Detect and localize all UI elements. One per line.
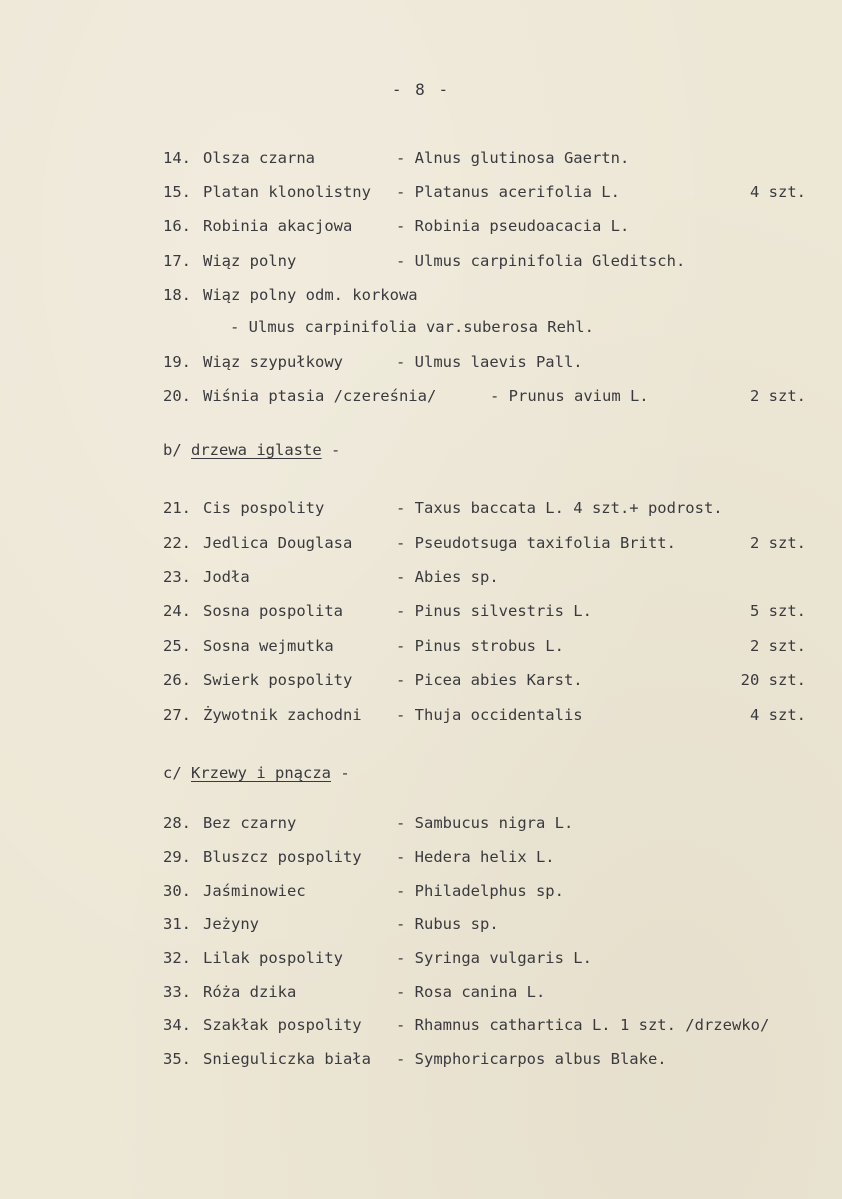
- latin-name: - Picea abies Karst.: [396, 671, 583, 689]
- polish-name: Snieguliczka biała: [203, 1050, 371, 1068]
- list-item: [0, 946, 842, 970]
- entry-number: 29.: [163, 848, 191, 866]
- list-item: [0, 634, 842, 658]
- latin-name: - Rhamnus cathartica L. 1 szt. /drzewko/: [396, 1016, 770, 1034]
- polish-name: Lilak pospolity: [203, 949, 343, 967]
- polish-name: Platan klonolistny: [203, 183, 371, 201]
- entry-number: 32.: [163, 949, 191, 967]
- latin-name: - Prunus avium L.: [490, 387, 649, 405]
- entry-number: 21.: [163, 499, 191, 517]
- latin-name: - Pseudotsuga taxifolia Britt.: [396, 534, 676, 552]
- latin-name: - Sambucus nigra L.: [396, 814, 574, 832]
- polish-name: Swierk pospolity: [203, 671, 353, 689]
- list-item: [0, 980, 842, 1004]
- list-item: [0, 912, 842, 936]
- section-title: Krzewy i pnącza: [191, 764, 331, 782]
- list-item: [0, 315, 842, 339]
- section-suffix: -: [321, 441, 341, 459]
- list-item: [0, 146, 842, 170]
- polish-name: Wiąz polny odm. korkowa: [203, 286, 418, 304]
- list-item: [0, 283, 842, 307]
- entry-number: 26.: [163, 671, 191, 689]
- polish-name: Sosna pospolita: [203, 602, 343, 620]
- section-prefix: b/: [163, 441, 191, 459]
- latin-name: - Pinus silvestris L.: [396, 602, 592, 620]
- count: 2 szt.: [750, 534, 806, 552]
- entry-number: 22.: [163, 534, 191, 552]
- list-item: [0, 180, 842, 204]
- page-number: - 8 -: [391, 80, 451, 99]
- latin-name: - Platanus acerifolia L.: [396, 183, 620, 201]
- polish-name: Olsza czarna: [203, 149, 315, 167]
- entry-number: 24.: [163, 602, 191, 620]
- polish-name: Wiąz szypułkowy: [203, 353, 343, 371]
- entry-number: 16.: [163, 217, 191, 235]
- latin-name: - Thuja occidentalis: [396, 706, 583, 724]
- count: 20 szt.: [740, 671, 806, 689]
- list-item: [0, 811, 842, 835]
- section-prefix: c/: [163, 764, 191, 782]
- entry-number: 33.: [163, 983, 191, 1001]
- latin-name: - Hedera helix L.: [396, 848, 555, 866]
- polish-name: Bluszcz pospolity: [203, 848, 362, 866]
- entry-number: 19.: [163, 353, 191, 371]
- latin-name: - Symphoricarpos albus Blake.: [396, 1050, 667, 1068]
- entry-number: 30.: [163, 882, 191, 900]
- list-item: [0, 384, 842, 408]
- latin-name: - Philadelphus sp.: [396, 882, 564, 900]
- list-item: [0, 879, 842, 903]
- count: 2 szt.: [750, 637, 806, 655]
- section-suffix: -: [330, 764, 350, 782]
- section-heading-c: [163, 761, 350, 785]
- list-item: [0, 1047, 842, 1071]
- list-item: [0, 214, 842, 238]
- entry-number: 17.: [163, 252, 191, 270]
- entry-number: 25.: [163, 637, 191, 655]
- latin-name: - Taxus baccata L. 4 szt.+ podrost.: [396, 499, 723, 517]
- entry-number: 23.: [163, 568, 191, 586]
- entry-number: 18.: [163, 286, 191, 304]
- latin-name: - Rubus sp.: [396, 915, 499, 933]
- entry-number: 35.: [163, 1050, 191, 1068]
- polish-name: Robinia akacjowa: [203, 217, 353, 235]
- latin-name: - Alnus glutinosa Gaertn.: [396, 149, 630, 167]
- section-title: drzewa iglaste: [191, 441, 322, 459]
- list-item: [0, 496, 842, 520]
- section-heading-b: [163, 438, 340, 462]
- list-item: [0, 668, 842, 692]
- entry-number: 14.: [163, 149, 191, 167]
- latin-name: - Rosa canina L.: [396, 983, 546, 1001]
- list-item: [0, 531, 842, 555]
- entry-number: 28.: [163, 814, 191, 832]
- polish-name: Róża dzika: [203, 983, 297, 1001]
- count: 4 szt.: [750, 183, 806, 201]
- latin-name: - Abies sp.: [396, 568, 499, 586]
- entry-number: 31.: [163, 915, 191, 933]
- latin-name: - Ulmus laevis Pall.: [396, 353, 583, 371]
- polish-name: Bez czarny: [203, 814, 297, 832]
- polish-name: Jeżyny: [203, 915, 259, 933]
- polish-name: Cis pospolity: [203, 499, 325, 517]
- list-item: [0, 599, 842, 623]
- polish-name: Wiąz polny: [203, 252, 297, 270]
- count: 5 szt.: [750, 602, 806, 620]
- list-item: [0, 1013, 842, 1037]
- entry-number: 34.: [163, 1016, 191, 1034]
- polish-name: Jaśminowiec: [203, 882, 306, 900]
- polish-name: Jodła: [203, 568, 250, 586]
- list-item: [0, 350, 842, 374]
- polish-name: Jedlica Douglasa: [203, 534, 353, 552]
- polish-name: Żywotnik zachodni: [203, 706, 362, 724]
- entry-number: 15.: [163, 183, 191, 201]
- count: 2 szt.: [750, 387, 806, 405]
- polish-name: Szakłak pospolity: [203, 1016, 362, 1034]
- list-item: [0, 703, 842, 727]
- entry-number: 27.: [163, 706, 191, 724]
- list-item: [0, 565, 842, 589]
- latin-name: - Robinia pseudoacacia L.: [396, 217, 630, 235]
- latin-name: - Ulmus carpinifolia Gleditsch.: [396, 252, 686, 270]
- list-item: [0, 845, 842, 869]
- latin-name: - Syringa vulgaris L.: [396, 949, 592, 967]
- latin-name: - Pinus strobus L.: [396, 637, 564, 655]
- list-item: [0, 249, 842, 273]
- count: 4 szt.: [750, 706, 806, 724]
- latin-name: - Ulmus carpinifolia var.suberosa Rehl.: [230, 318, 594, 336]
- polish-name: Sosna wejmutka: [203, 637, 334, 655]
- entry-number: 20.: [163, 387, 191, 405]
- polish-name: Wiśnia ptasia /czereśnia/: [203, 387, 437, 405]
